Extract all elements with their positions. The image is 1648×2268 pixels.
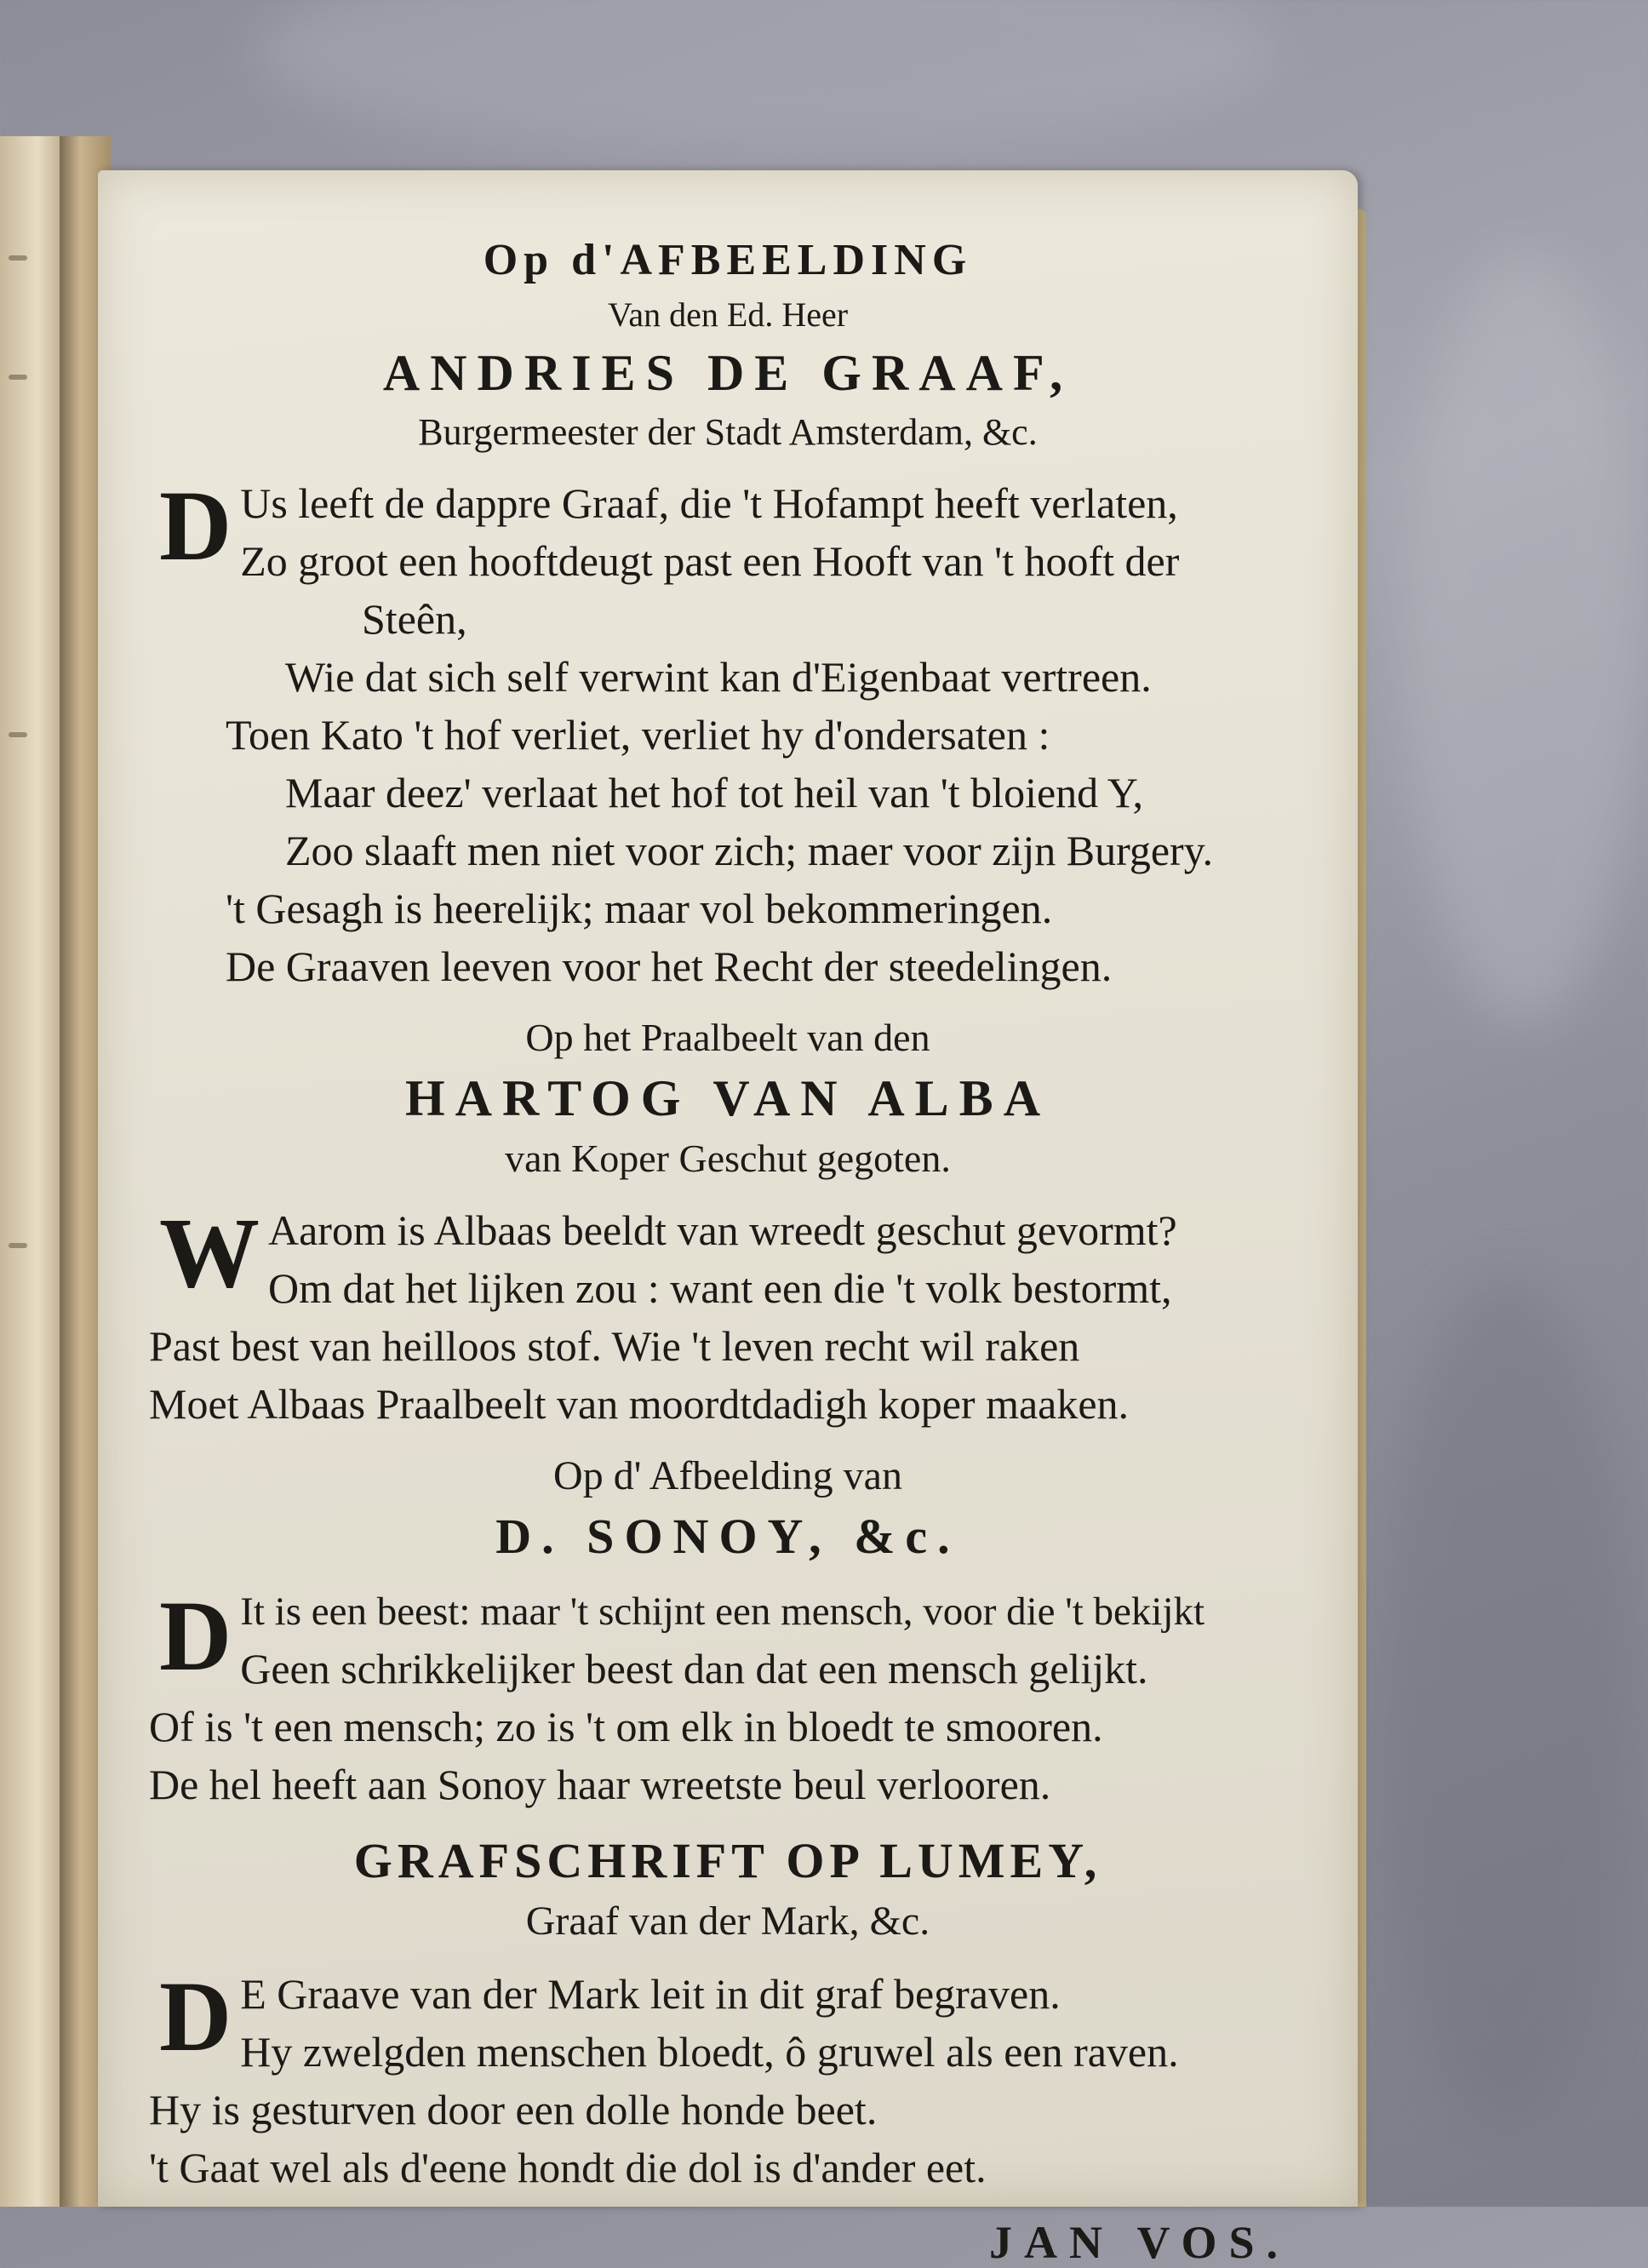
facing-page-mark xyxy=(9,1243,27,1248)
poem-line: E Graave van der Mark leit in dit graf begraven. xyxy=(240,1970,1061,2018)
poem-line: Hy is gesturven door een dolle honde beet. xyxy=(149,2086,878,2133)
poem-de-graaf xyxy=(98,470,1358,585)
poem-line: 't Gesagh is heerelijk; maar vol bekommeringen. xyxy=(226,885,1053,932)
facing-page-mark xyxy=(9,732,27,737)
heading-sonoy: D. SONOY, &c. xyxy=(495,1509,960,1564)
poem-line: Steên, xyxy=(362,595,467,643)
poem-line: Hy zwelgden menschen bloedt, ô gruwel als een raven. xyxy=(240,2028,1179,2076)
heading-mark: Graaf van der Mark, &c. xyxy=(525,1899,930,1944)
poem-line: Us leeft de dappre Graaf, die 't Hofampt heeft verlaten, xyxy=(240,479,1178,527)
poem-line: Aarom is Albaas beeldt van wreedt geschut gevormt? xyxy=(268,1206,1177,1254)
drop-capital: W xyxy=(159,1197,260,1309)
poem-lumey xyxy=(98,1961,1358,2076)
heading-grafschrift: GRAFSCHRIFT OP LUMEY, xyxy=(353,1833,1102,1888)
drop-capital: D xyxy=(159,1580,232,1692)
heading-afbeelding: Op d'AFBEELDING xyxy=(483,236,973,284)
poem-line: Maar deez' verlaat het hof tot heil van 't bloiend Y, xyxy=(285,769,1143,816)
poem-line: Zo groot een hooftdeugt past een Hooft van 't hooft der xyxy=(240,537,1180,585)
poem-line: It is een beest: maar 't schijnt een mensch, voor die 't bekijkt xyxy=(240,1589,1205,1634)
heading-sonoy-intro: Op d' Afbeelding van xyxy=(553,1453,902,1498)
poem-line: Zoo slaaft men niet voor zich; maer voor zijn Burgery. xyxy=(285,827,1213,874)
poem-line: 't Gaat wel als d'eene hondt die dol is d'ander eet. xyxy=(149,2144,987,2191)
heading-koper: van Koper Geschut gegoten. xyxy=(505,1137,951,1180)
poem-line: De Graaven leeven voor het Recht der steedelingen. xyxy=(226,942,1113,990)
poem-alba xyxy=(98,1197,1358,1312)
author-signature: JAN VOS. xyxy=(989,2217,1290,2268)
facing-page-mark xyxy=(9,375,27,380)
heading-office: Burgermeester der Stadt Amsterdam, &c. xyxy=(418,411,1038,453)
heading-praalbeelt: Op het Praalbeelt van den xyxy=(525,1016,930,1059)
facing-page-mark xyxy=(9,255,27,261)
cloth-fold xyxy=(255,0,1277,153)
poem-line: Om dat het lijken zou : want een die 't volk bestormt, xyxy=(268,1264,1172,1312)
poem-line: Past best van heilloos stof. Wie 't leven recht wil raken xyxy=(149,1322,1080,1370)
poem-line: Toen Kato 't hof verliet, verliet hy d'ondersaten : xyxy=(226,711,1050,759)
drop-capital: D xyxy=(159,1961,232,2072)
poem-sonoy xyxy=(98,1580,1358,1692)
poem-line: De hel heeft aan Sonoy haar wreetste beul verlooren. xyxy=(149,1761,1051,1808)
drop-capital: D xyxy=(159,470,232,581)
poem-line: Wie dat sich self verwint kan d'Eigenbaat vertreen. xyxy=(285,653,1152,701)
heading-alba: HARTOG VAN ALBA xyxy=(404,1070,1051,1126)
heading-name: ANDRIES DE GRAAF, xyxy=(382,345,1073,401)
cloth-fold xyxy=(1379,1277,1634,2128)
poem-line: Moet Albaas Praalbeelt van moordtdadigh koper maaken. xyxy=(149,1380,1130,1428)
poem-line: Geen schrikkelijker beest dan dat een mensch gelijkt. xyxy=(240,1645,1148,1692)
cloth-fold xyxy=(1405,255,1643,1022)
poem-line: Of is 't een mensch; zo is 't om elk in bloedt te smooren. xyxy=(149,1703,1103,1750)
heading-subtitle: Van den Ed. Heer xyxy=(607,295,849,334)
page-text xyxy=(98,236,1358,2268)
